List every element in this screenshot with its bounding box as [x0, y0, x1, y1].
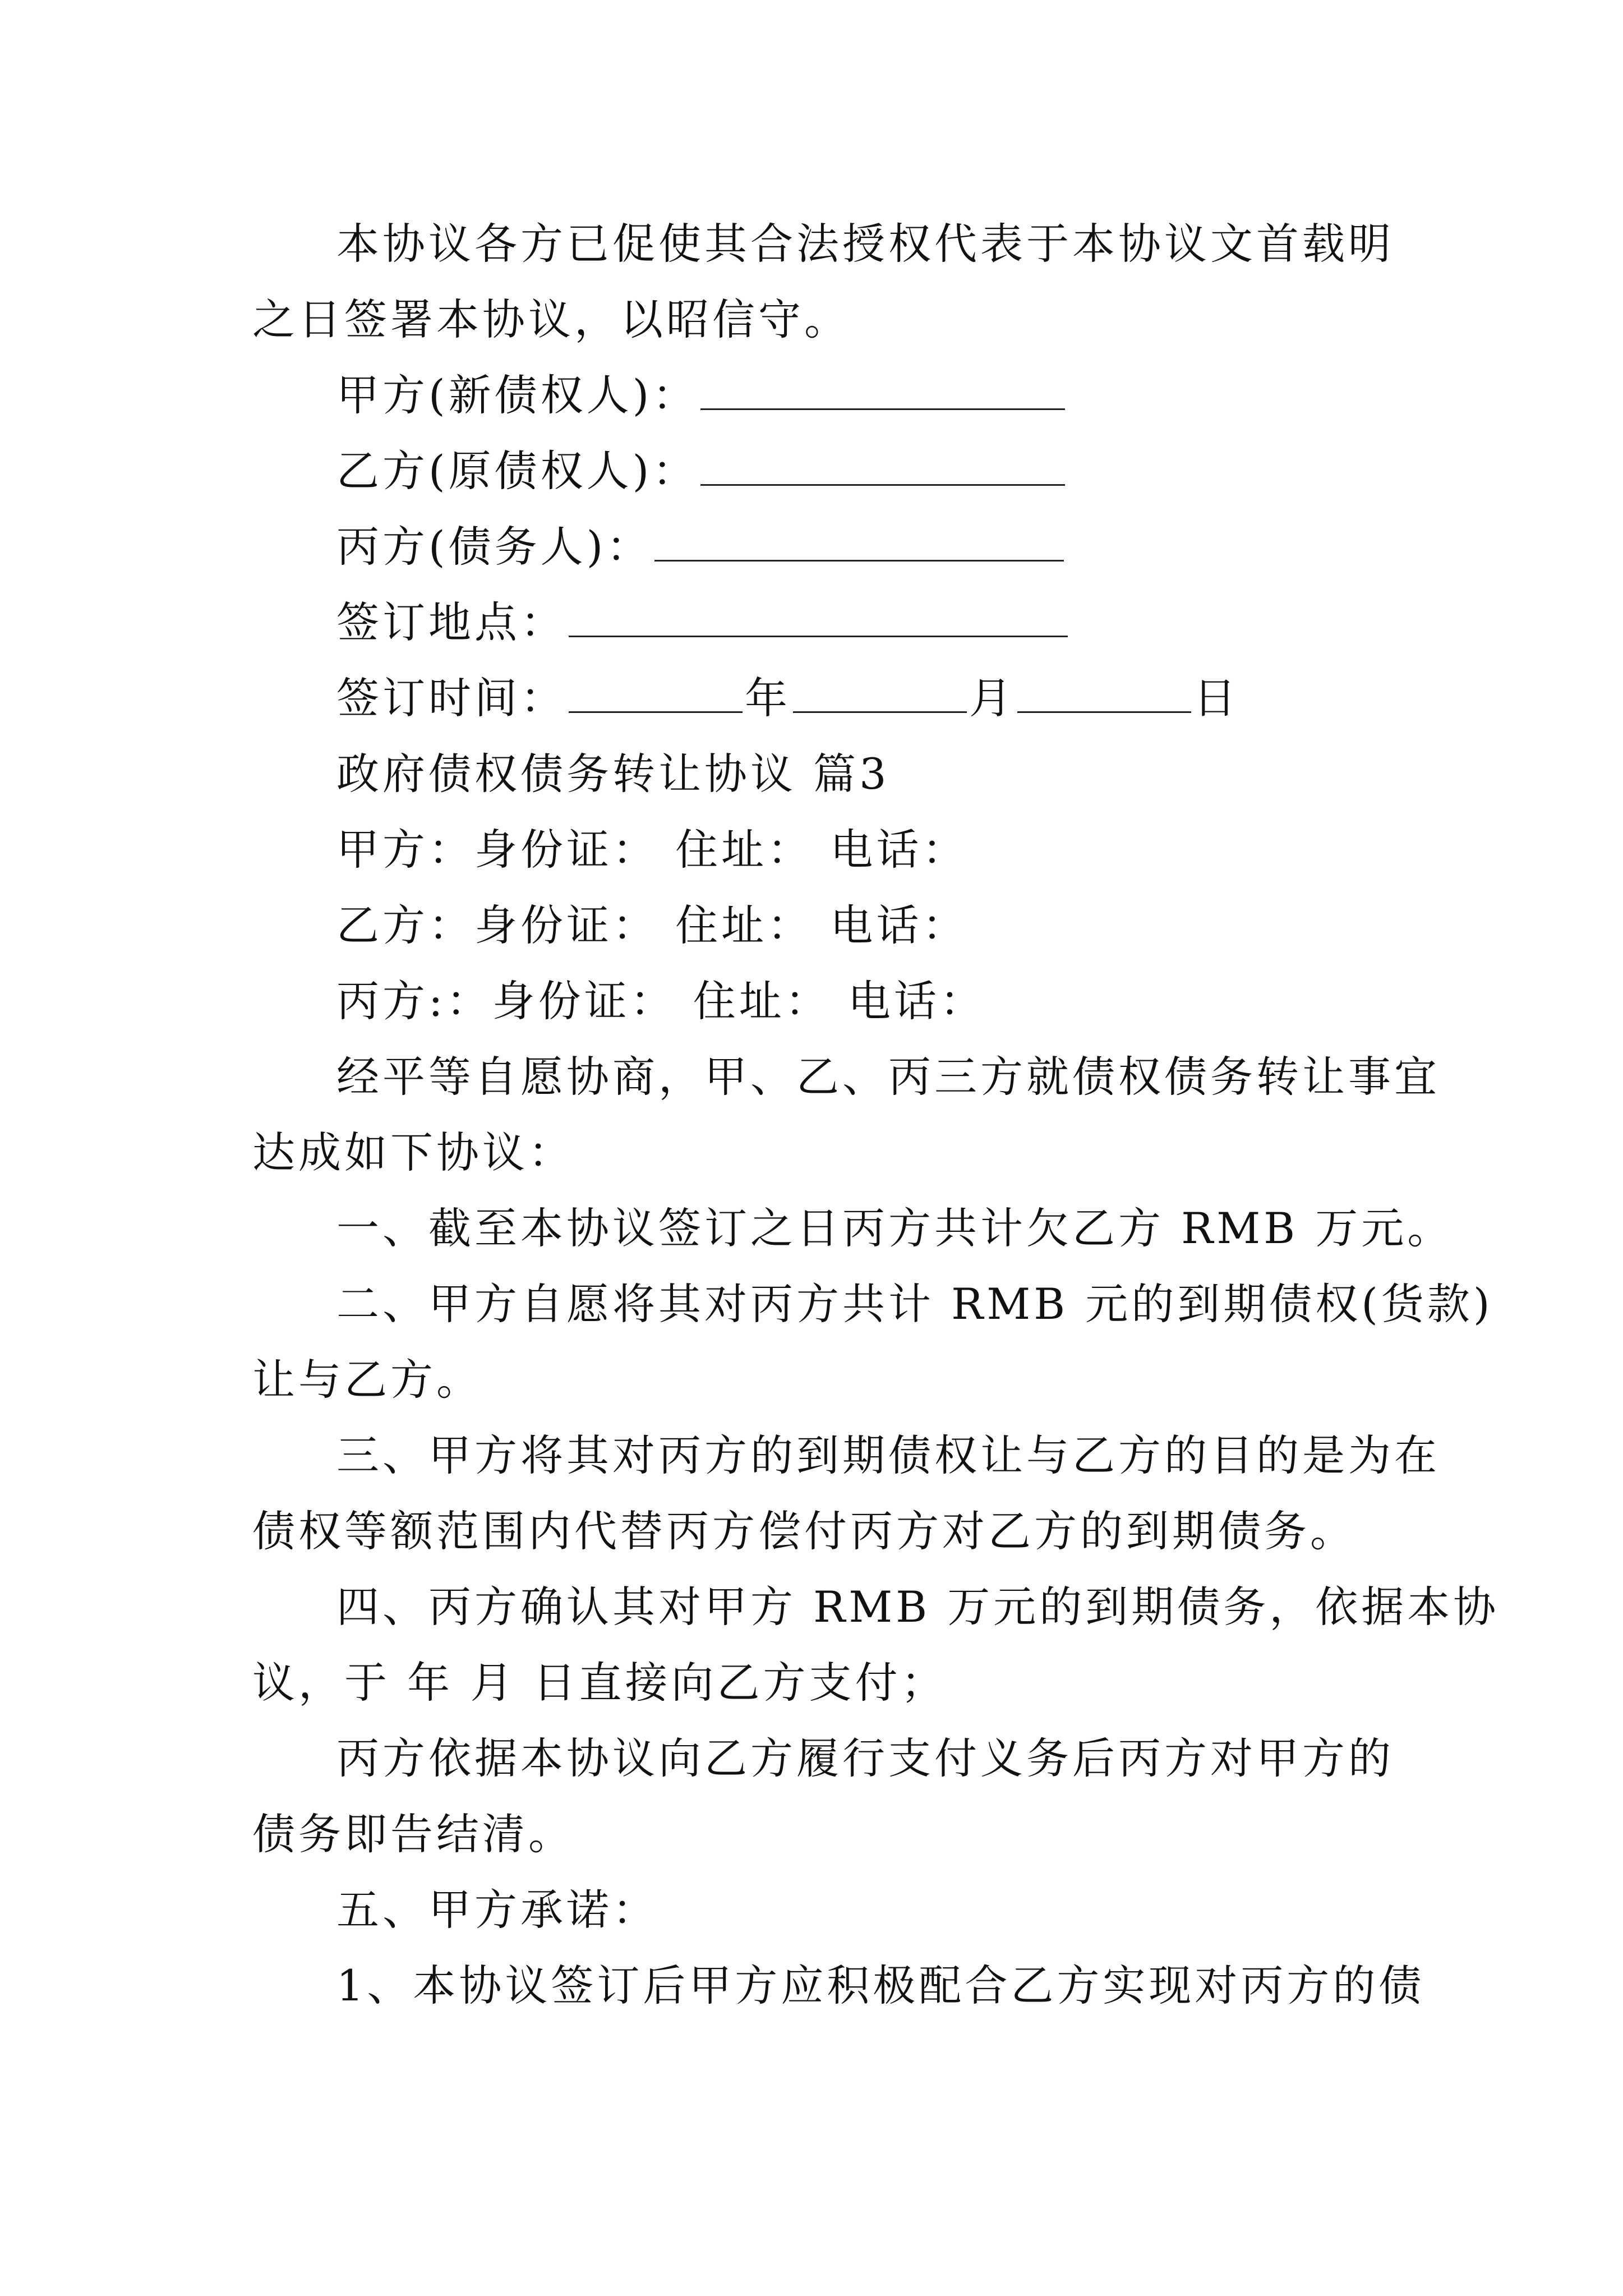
- signature-party-a-label: 甲方(新债权人)：: [336, 370, 699, 420]
- preamble-line-2: 达成如下协议：: [252, 1128, 574, 1177]
- signing-place: [336, 595, 1070, 651]
- day-blank: [1017, 678, 1191, 713]
- signature-party-b-label: 乙方(原债权人)：: [336, 446, 699, 496]
- party-a-info: 甲方：身份证： 住址： 电话：: [336, 825, 969, 875]
- clause-2-line-1: 二、甲方自愿将其对丙方共计 RMB 元的到期债权(货款): [336, 1279, 1493, 1329]
- party-c-info: 丙方:：身份证： 住址： 电话：: [336, 976, 986, 1026]
- signature-party-a: [336, 367, 1067, 424]
- clause-4-paragraph-2-line-2: 债务即告结清。: [252, 1809, 574, 1859]
- signature-party-b: [336, 443, 1067, 499]
- signature-blank: [700, 375, 1065, 410]
- signing-time: [336, 670, 1239, 726]
- signing-time-label: 签订时间：: [336, 673, 566, 723]
- signature-blank: [654, 526, 1064, 562]
- signature-blank: [700, 450, 1065, 486]
- clause-4-line-2: 议，于 年 月 日直接向乙方支付；: [252, 1658, 947, 1708]
- signature-party-c: [336, 519, 1066, 575]
- year-blank: [569, 678, 743, 713]
- closing-paragraph-line-2: 之日签署本协议，以昭信守。: [252, 295, 850, 344]
- clause-4-line-1: 四、丙方确认其对甲方 RMB 万元的到期债务，依据本协: [336, 1582, 1500, 1632]
- clause-3-line-1: 三、甲方将其对丙方的到期债权让与乙方的目的是为在: [336, 1430, 1440, 1480]
- clause-4-paragraph-2-line-1: 丙方依据本协议向乙方履行支付义务后丙方对甲方的: [336, 1733, 1394, 1783]
- month-label: 月: [969, 673, 1015, 723]
- closing-paragraph-line-1: 本协议各方已促使其合法授权代表于本协议文首载明: [336, 219, 1394, 269]
- signing-place-label: 签订地点：: [336, 597, 566, 647]
- signing-place-blank: [569, 602, 1068, 637]
- year-label: 年: [745, 673, 791, 723]
- clause-5-item-1: 1、本协议签订后甲方应积极配合乙方实现对丙方的债: [336, 1961, 1425, 2010]
- clause-1: 一、截至本协议签订之日丙方共计欠乙方 RMB 万元。: [336, 1203, 1454, 1253]
- clause-3-line-2: 债权等额范围内代替丙方偿付丙方对乙方的到期债务。: [252, 1506, 1356, 1556]
- section-title: 政府债权债务转让协议 篇3: [336, 749, 890, 799]
- day-label: 日: [1193, 673, 1239, 723]
- clause-2-line-2: 让与乙方。: [252, 1355, 482, 1405]
- signature-party-c-label: 丙方(债务人)：: [336, 522, 653, 572]
- clause-5-heading: 五、甲方承诺：: [336, 1885, 658, 1935]
- party-b-info: 乙方：身份证： 住址： 电话：: [336, 900, 969, 950]
- preamble-line-1: 经平等自愿协商，甲、乙、丙三方就债权债务转让事宜: [336, 1052, 1440, 1102]
- month-blank: [793, 678, 967, 713]
